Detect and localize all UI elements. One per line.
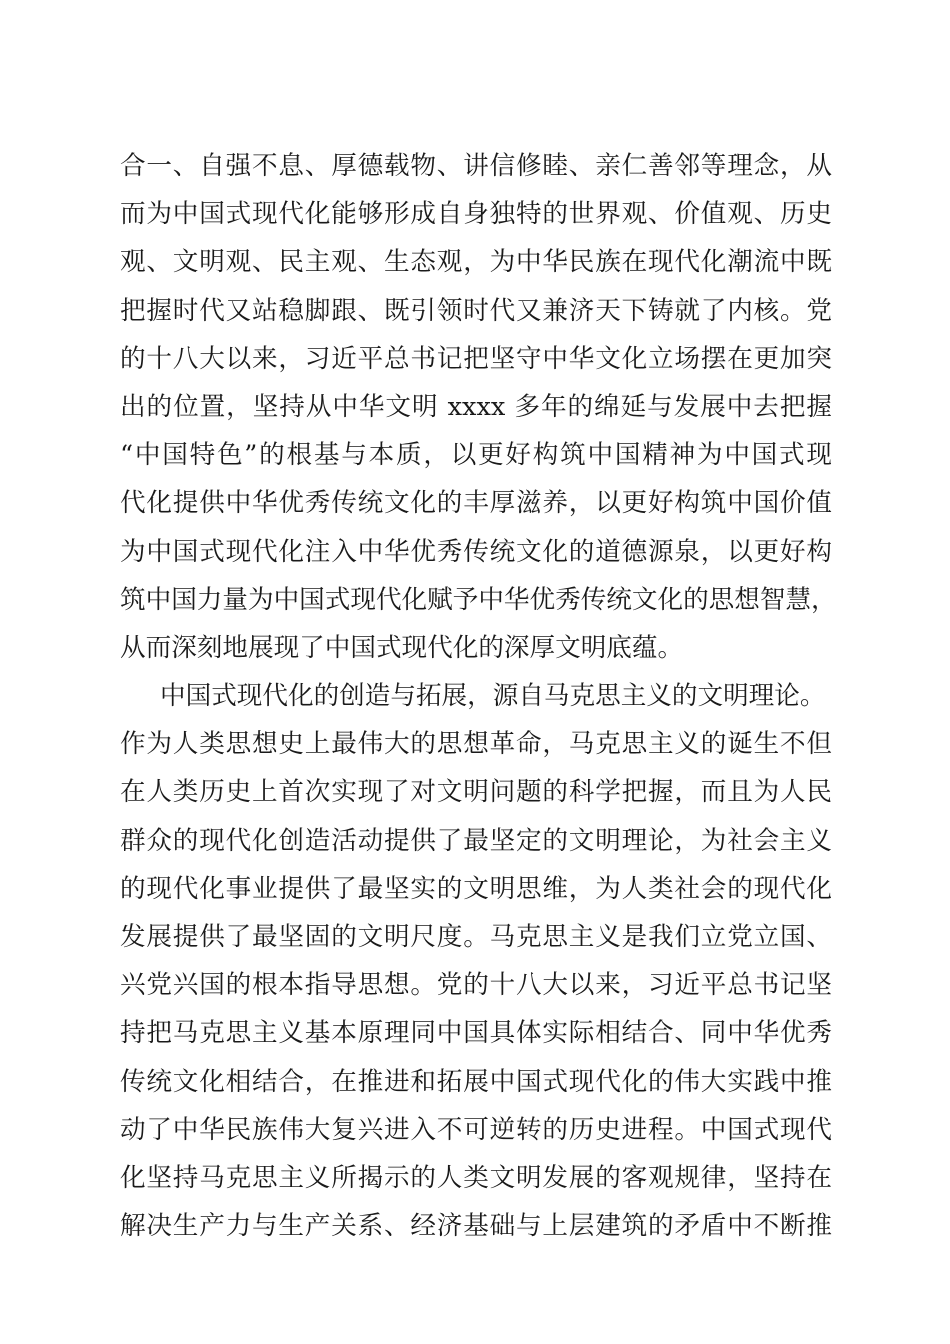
text-line: 筑中国力量为中国式现代化赋予中华优秀传统文化的思想智慧，: [120, 584, 837, 615]
text-line: 的现代化事业提供了最坚实的文明思维，为人类社会的现代化: [120, 873, 832, 904]
text-line: 为中国式现代化注入中华优秀传统文化的道德源泉，以更好构: [120, 536, 832, 567]
text-line: 传统文化相结合，在推进和拓展中国式现代化的伟大实践中推: [120, 1066, 832, 1097]
text-line: 解决生产力与生产关系、经济基础与上层建筑的矛盾中不断推: [120, 1211, 832, 1242]
text-line: 的十八大以来，习近平总书记把坚守中华文化立场摆在更加突: [120, 343, 832, 374]
text-line: 合一、自强不息、厚德载物、讲信修睦、亲仁善邻等理念，从: [120, 151, 832, 181]
text-line: 而为中国式现代化能够形成自身独特的世界观、价值观、历史: [120, 199, 832, 230]
text-line: 兴党兴国的根本指导思想。党的十八大以来，习近平总书记坚: [120, 970, 832, 1001]
text-line: 中国式现代化的创造与拓展，源自马克思主义的文明理论。: [160, 681, 826, 712]
text-line: 持把马克思主义基本原理同中国具体实际相结合、同中华优秀: [120, 1018, 832, 1049]
paragraph-1: [120, 142, 837, 672]
text-line: 出的位置，坚持从中华文明 xxxx 多年的绵延与发展中去把握: [120, 391, 832, 422]
text-line: 群众的现代化创造活动提供了最坚定的文明理论，为社会主义: [120, 825, 832, 856]
text-line: 动了中华民族伟大复兴进入不可逆转的历史进程。中国式现代: [120, 1114, 832, 1145]
text-line: 在人类历史上首次实现了对文明问题的科学把握，而且为人民: [120, 777, 832, 808]
text-line: 观、文明观、民主观、生态观，为中华民族在现代化潮流中既: [120, 247, 832, 278]
text-line: 化坚持马克思主义所揭示的人类文明发展的客观规律，坚持在: [120, 1162, 832, 1193]
text-line: 作为人类思想史上最伟大的思想革命，马克思主义的诞生不但: [120, 729, 832, 760]
text-line: 发展提供了最坚固的文明尺度。马克思主义是我们立党立国、: [120, 922, 832, 952]
text-line: 从而深刻地展现了中国式现代化的深厚文明底蕴。: [120, 632, 684, 663]
text-line: 把握时代又站稳脚跟、既引领时代又兼济天下铸就了内核。党: [120, 295, 832, 326]
body-text: [120, 142, 837, 1250]
text-line: “中国特色”的根基与本质，以更好构筑中国精神为中国式现: [120, 440, 832, 471]
text-line: 代化提供中华优秀传统文化的丰厚滋养，以更好构筑中国价值: [120, 488, 832, 519]
paragraph-2: [120, 672, 832, 1250]
